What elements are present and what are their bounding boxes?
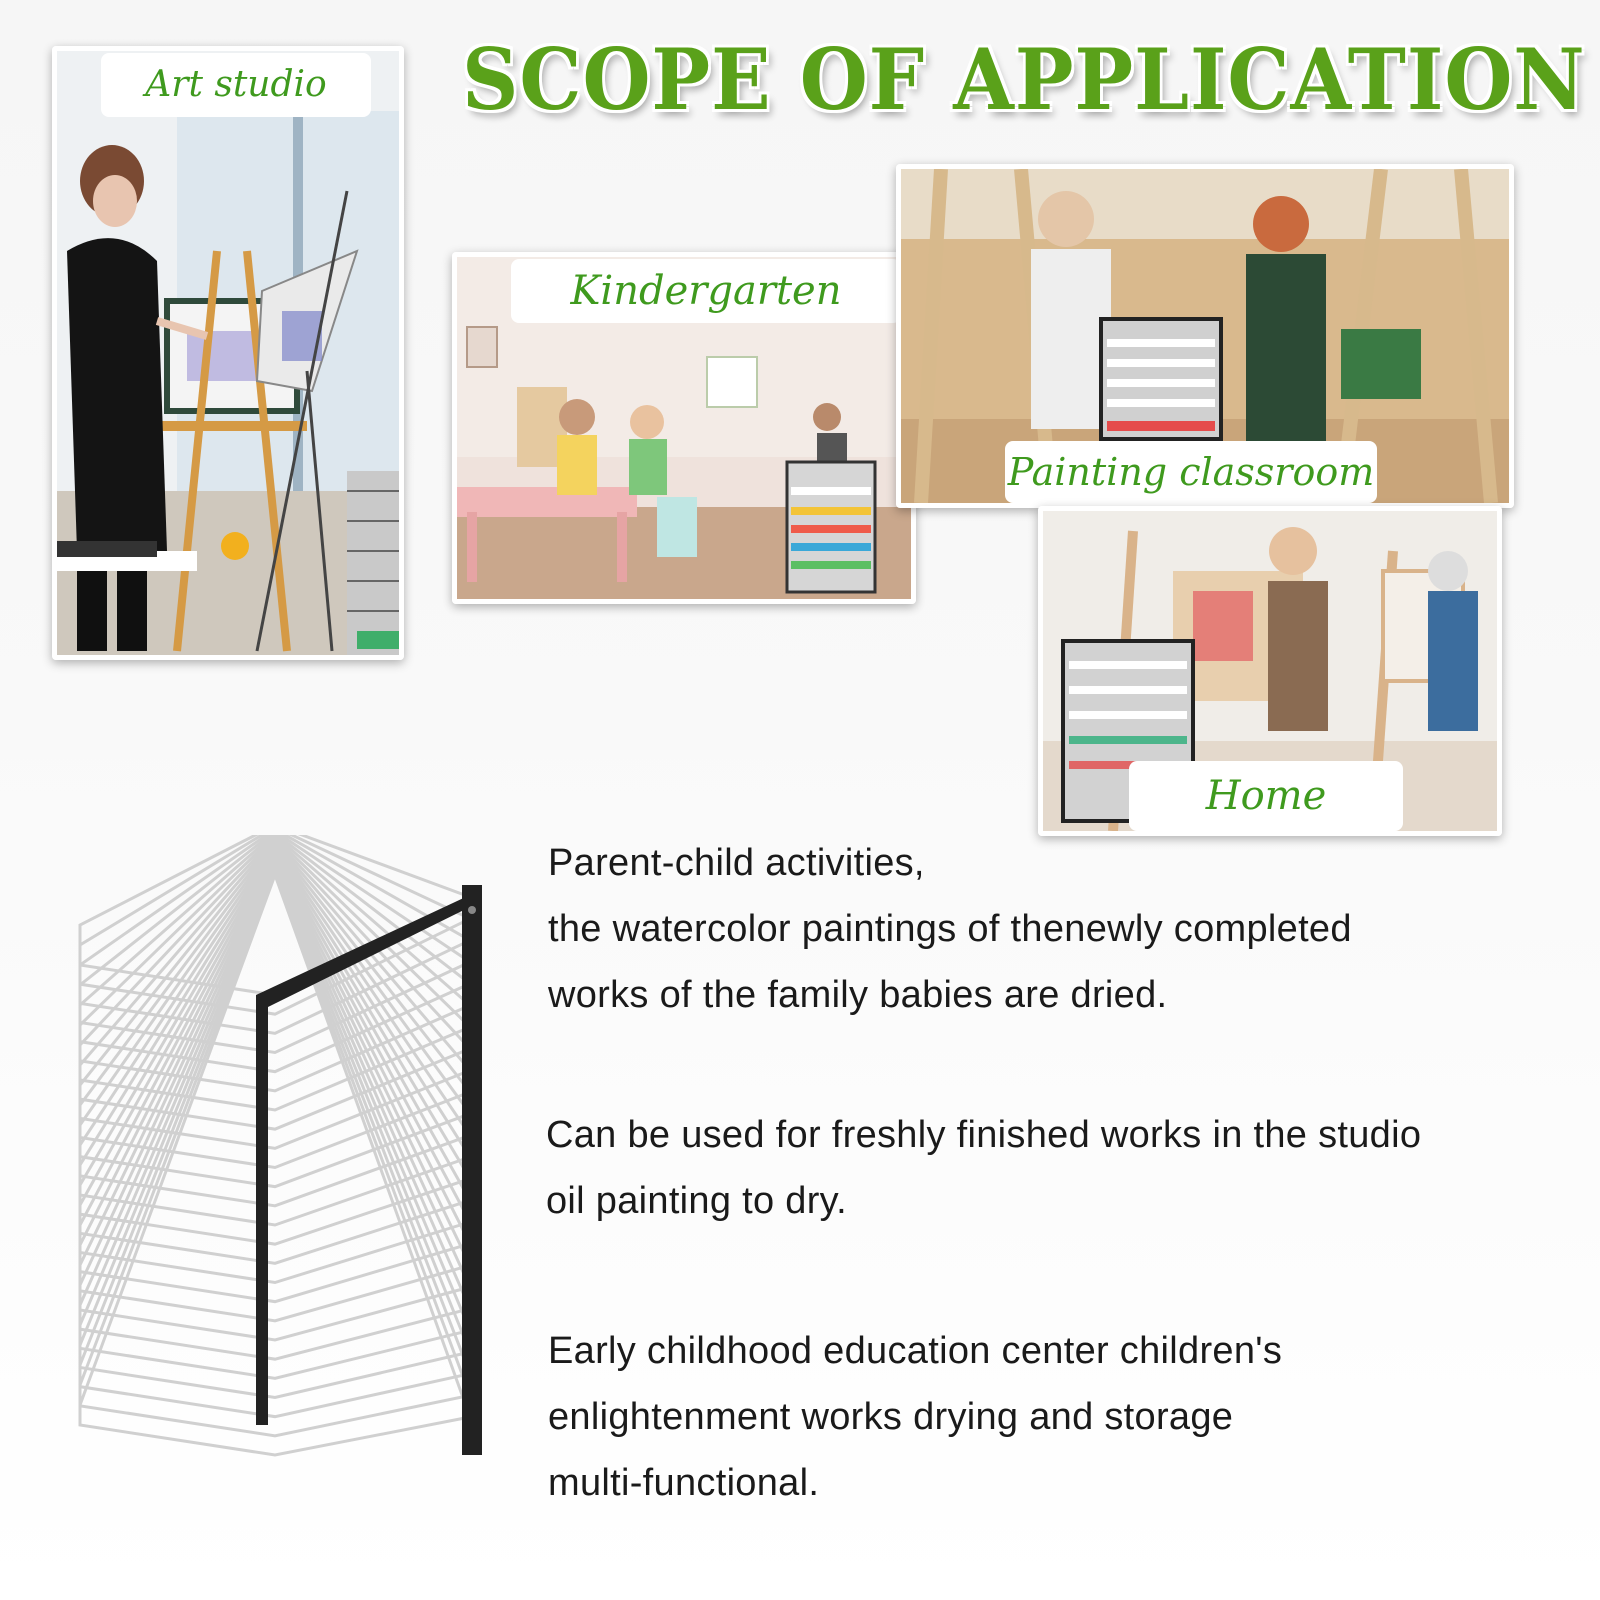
text-line: multi-functional. — [548, 1462, 820, 1504]
description-parent-child — [548, 830, 1352, 1028]
text-line: the watercolor paintings of thenewly completed — [548, 908, 1352, 950]
description-education — [548, 1318, 1282, 1516]
photo-label: Kindergarten — [511, 259, 901, 323]
text-line: oil painting to dry. — [546, 1180, 848, 1222]
kindergarten-photo — [452, 252, 916, 604]
text-line: Parent-child activities, — [548, 842, 925, 884]
text-line: Early childhood education center children's — [548, 1330, 1283, 1372]
drying-rack-illustration — [70, 835, 500, 1460]
page-headline: SCOPE OF APPLICATION — [462, 30, 1586, 129]
home-photo — [1038, 506, 1502, 836]
painting-classroom-photo — [896, 164, 1514, 508]
photo-label: Painting classroom — [1005, 441, 1377, 503]
text-line: enlightenment works drying and storage — [548, 1396, 1234, 1438]
text-line: works of the family babies are dried. — [548, 974, 1168, 1016]
rack-shelf — [80, 873, 470, 1436]
text-line: Can be used for freshly finished works in the studio — [546, 1114, 1422, 1156]
photo-label: Art studio — [101, 53, 371, 117]
description-studio — [546, 1102, 1421, 1234]
photo-label: Home — [1129, 761, 1403, 831]
art-studio-scene — [57, 51, 399, 655]
art-studio-photo — [52, 46, 404, 660]
